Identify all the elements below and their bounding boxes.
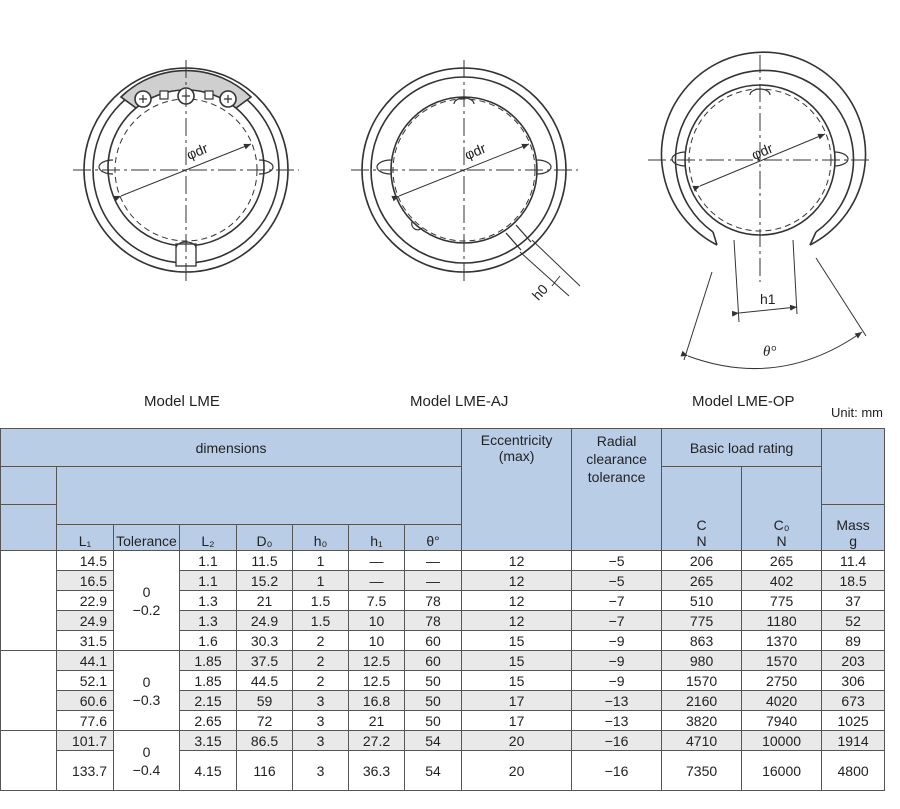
header-blank-2 xyxy=(57,467,462,505)
cell-h1: 21 xyxy=(349,711,405,731)
group-blank xyxy=(1,551,57,651)
cell-ecc: 17 xyxy=(462,691,572,711)
cell-mass: 4800 xyxy=(822,751,885,791)
cell-mass: 203 xyxy=(822,651,885,671)
cell-C0: 16000 xyxy=(742,751,822,791)
header-L2: L₂ xyxy=(180,525,237,551)
cell-ecc: 12 xyxy=(462,611,572,631)
lme-aj-dr-label: φdr xyxy=(462,139,489,163)
cell-ecc: 20 xyxy=(462,731,572,751)
cell-h0: 1 xyxy=(293,551,349,571)
cell-theta: 60 xyxy=(405,631,462,651)
cell-rad: −5 xyxy=(572,551,662,571)
cell-mass: 1025 xyxy=(822,711,885,731)
cell-L2: 4.15 xyxy=(180,751,237,791)
cell-D0: 11.5 xyxy=(237,551,293,571)
cell-mass: 37 xyxy=(822,591,885,611)
header-D0: D₀ xyxy=(237,525,293,551)
header-eccentricity xyxy=(462,429,572,551)
cell-L2: 1.3 xyxy=(180,611,237,631)
cell-L2: 1.3 xyxy=(180,591,237,611)
cell-mass: 52 xyxy=(822,611,885,631)
cell-L1: 44.1 xyxy=(57,651,114,671)
cell-mass: 1914 xyxy=(822,731,885,751)
cell-D0: 72 xyxy=(237,711,293,731)
header-C0-label: C₀ xyxy=(773,517,790,533)
cell-theta: 50 xyxy=(405,711,462,731)
cell-theta: 54 xyxy=(405,751,462,791)
cell-h0: 1 xyxy=(293,571,349,591)
spec-table xyxy=(0,428,885,791)
cell-L2: 3.15 xyxy=(180,731,237,751)
cell-h1: 10 xyxy=(349,631,405,651)
tolerance-upper: 0 xyxy=(142,673,151,690)
table-row xyxy=(1,731,885,751)
cell-tolerance xyxy=(114,551,180,651)
cell-h0: 3 xyxy=(293,711,349,731)
header-dimensions: dimensions xyxy=(1,429,462,467)
cell-C0: 1570 xyxy=(742,651,822,671)
cell-L1: 31.5 xyxy=(57,631,114,651)
cell-C0: 402 xyxy=(742,571,822,591)
cell-h0: 2 xyxy=(293,671,349,691)
cell-C0: 265 xyxy=(742,551,822,571)
cell-h1: 7.5 xyxy=(349,591,405,611)
tolerance-lower: −0.3 xyxy=(132,691,161,708)
cell-C0: 1180 xyxy=(742,611,822,631)
tolerance-upper: 0 xyxy=(142,743,151,760)
cell-h1: — xyxy=(349,571,405,591)
cell-L2: 1.85 xyxy=(180,671,237,691)
cell-L2: 1.6 xyxy=(180,631,237,651)
cell-L2: 1.85 xyxy=(180,651,237,671)
cell-theta: — xyxy=(405,551,462,571)
header-h0: h₀ xyxy=(293,525,349,551)
cell-L2: 2.65 xyxy=(180,711,237,731)
header-C0-unit: N xyxy=(776,533,787,549)
cell-ecc: 12 xyxy=(462,551,572,571)
cell-rad: −9 xyxy=(572,631,662,651)
cell-L1: 24.9 xyxy=(57,611,114,631)
group-blank xyxy=(1,651,57,731)
cell-h1: — xyxy=(349,551,405,571)
lme-op-h1-label: h1 xyxy=(760,291,776,307)
cell-L1: 52.1 xyxy=(57,671,114,691)
cell-rad: −16 xyxy=(572,751,662,791)
lme-dr-label: φdr xyxy=(184,139,211,163)
cell-C: 206 xyxy=(662,551,742,571)
cell-mass: 11.4 xyxy=(822,551,885,571)
cell-L1: 14.5 xyxy=(57,551,114,571)
cell-C: 7350 xyxy=(662,751,742,791)
cell-L2: 1.1 xyxy=(180,571,237,591)
cell-theta: — xyxy=(405,571,462,591)
cell-D0: 44.5 xyxy=(237,671,293,691)
cell-h0: 2 xyxy=(293,631,349,651)
cell-ecc: 12 xyxy=(462,571,572,591)
cell-L1: 77.6 xyxy=(57,711,114,731)
header-blank-5 xyxy=(1,525,57,551)
cell-mass: 306 xyxy=(822,671,885,691)
cell-mass: 673 xyxy=(822,691,885,711)
cell-h1: 27.2 xyxy=(349,731,405,751)
caption-lme-op: Model LME-OP xyxy=(692,393,795,410)
cell-C: 4710 xyxy=(662,731,742,751)
cell-mass: 18.5 xyxy=(822,571,885,591)
cell-rad: −13 xyxy=(572,711,662,731)
cell-ecc: 20 xyxy=(462,751,572,791)
cell-C: 775 xyxy=(662,611,742,631)
cell-rad: −7 xyxy=(572,591,662,611)
header-eccentricity-text: Eccentricity (max) xyxy=(480,432,553,464)
cell-h0: 3 xyxy=(293,751,349,791)
unit-label: Unit: mm xyxy=(831,405,883,420)
tolerance-lower: −0.2 xyxy=(132,601,161,618)
cell-C0: 1370 xyxy=(742,631,822,651)
tolerance-upper: 0 xyxy=(142,583,151,600)
cell-D0: 116 xyxy=(237,751,293,791)
cell-h0: 3 xyxy=(293,691,349,711)
cell-rad: −13 xyxy=(572,691,662,711)
header-mass-top xyxy=(822,429,885,505)
cell-theta: 78 xyxy=(405,611,462,631)
cell-D0: 37.5 xyxy=(237,651,293,671)
header-mass-unit: g xyxy=(849,533,857,549)
cell-h1: 12.5 xyxy=(349,651,405,671)
cell-L1: 133.7 xyxy=(57,751,114,791)
cell-rad: −9 xyxy=(572,671,662,691)
table-body xyxy=(1,551,885,791)
cell-C0: 7940 xyxy=(742,711,822,731)
tolerance-lower: −0.4 xyxy=(132,761,161,778)
cell-h1: 16.8 xyxy=(349,691,405,711)
cell-C: 2160 xyxy=(662,691,742,711)
cell-C0: 10000 xyxy=(742,731,822,751)
group-blank xyxy=(1,731,57,791)
header-radial xyxy=(572,429,662,551)
lme-op-dr-label: φdr xyxy=(749,139,776,163)
cell-h0: 1.5 xyxy=(293,591,349,611)
cell-L1: 16.5 xyxy=(57,571,114,591)
diagram-lme-aj xyxy=(351,60,580,296)
cell-theta: 54 xyxy=(405,731,462,751)
cell-rad: −16 xyxy=(572,731,662,751)
cell-ecc: 15 xyxy=(462,651,572,671)
lme-aj-h0-label: h0 xyxy=(528,281,552,304)
header-blank-1 xyxy=(1,467,57,505)
cell-rad: −7 xyxy=(572,611,662,631)
cell-C: 265 xyxy=(662,571,742,591)
cell-rad: −9 xyxy=(572,651,662,671)
cell-h0: 1.5 xyxy=(293,611,349,631)
cell-L1: 101.7 xyxy=(57,731,114,751)
cell-C: 980 xyxy=(662,651,742,671)
cell-tolerance xyxy=(114,731,180,791)
cell-L2: 2.15 xyxy=(180,691,237,711)
caption-lme-aj: Model LME-AJ xyxy=(410,393,509,410)
cell-C0: 2750 xyxy=(742,671,822,691)
cell-L2: 1.1 xyxy=(180,551,237,571)
cell-mass: 89 xyxy=(822,631,885,651)
cell-ecc: 15 xyxy=(462,671,572,691)
header-radial-text: Radial clearance tolerance xyxy=(586,433,647,485)
cell-theta: 60 xyxy=(405,651,462,671)
cell-D0: 59 xyxy=(237,691,293,711)
cell-C0: 4020 xyxy=(742,691,822,711)
cell-theta: 78 xyxy=(405,591,462,611)
header-tolerance: Tolerance xyxy=(114,525,180,551)
diagram-lme xyxy=(73,60,299,282)
caption-lme: Model LME xyxy=(144,393,220,410)
table-row xyxy=(1,651,885,671)
header-theta: θ° xyxy=(405,525,462,551)
cell-theta: 50 xyxy=(405,691,462,711)
cell-D0: 21 xyxy=(237,591,293,611)
cell-h0: 2 xyxy=(293,651,349,671)
cell-L1: 60.6 xyxy=(57,691,114,711)
header-h1: h₁ xyxy=(349,525,405,551)
lme-op-theta-label: θ° xyxy=(763,344,777,360)
cell-D0: 86.5 xyxy=(237,731,293,751)
cell-ecc: 17 xyxy=(462,711,572,731)
cell-L1: 22.9 xyxy=(57,591,114,611)
cell-D0: 15.2 xyxy=(237,571,293,591)
header-C xyxy=(662,467,742,551)
header-C0 xyxy=(742,467,822,551)
header-basic-load: Basic load rating xyxy=(662,429,822,467)
diagram-lme-op xyxy=(648,52,870,368)
header-blank-4 xyxy=(57,505,462,525)
cell-rad: −5 xyxy=(572,571,662,591)
cell-ecc: 15 xyxy=(462,631,572,651)
header-C-label: C xyxy=(696,517,707,533)
cell-C: 863 xyxy=(662,631,742,651)
cell-C: 3820 xyxy=(662,711,742,731)
cell-tolerance xyxy=(114,651,180,731)
cell-h1: 12.5 xyxy=(349,671,405,691)
cell-C0: 775 xyxy=(742,591,822,611)
model-diagrams xyxy=(0,0,900,385)
cell-ecc: 12 xyxy=(462,591,572,611)
cell-h0: 3 xyxy=(293,731,349,751)
header-mass xyxy=(822,505,885,551)
cell-D0: 24.9 xyxy=(237,611,293,631)
cell-theta: 50 xyxy=(405,671,462,691)
table-row xyxy=(1,551,885,571)
cell-h1: 36.3 xyxy=(349,751,405,791)
header-C-unit: N xyxy=(696,533,707,549)
cell-C: 510 xyxy=(662,591,742,611)
header-mass-label: Mass xyxy=(836,517,870,533)
header-blank-3 xyxy=(1,505,57,525)
cell-h1: 10 xyxy=(349,611,405,631)
cell-C: 1570 xyxy=(662,671,742,691)
cell-D0: 30.3 xyxy=(237,631,293,651)
header-L1: L₁ xyxy=(57,525,114,551)
